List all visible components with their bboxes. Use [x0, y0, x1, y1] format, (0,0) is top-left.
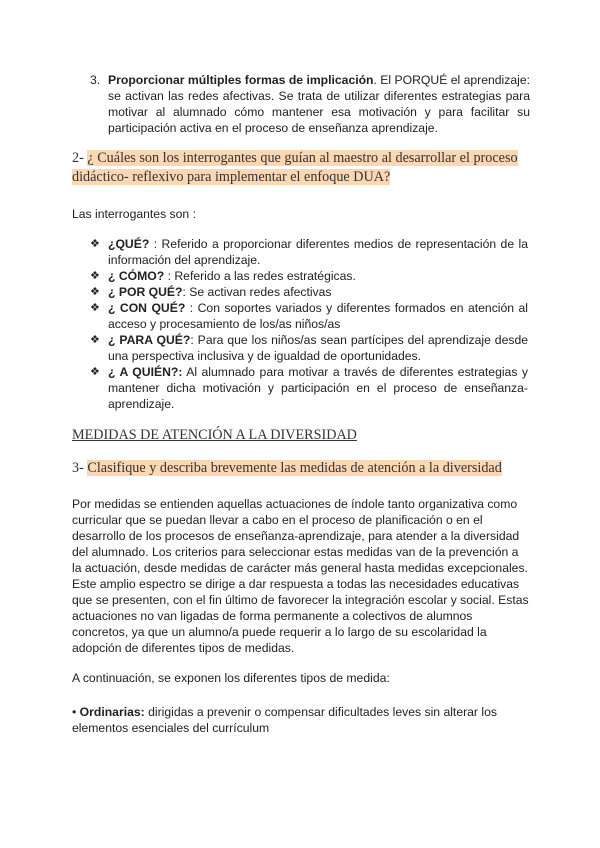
- question-desc: : Para que los niños/as sean partícipes del aprendizaje desde una perspectiva inclusiva y de igualdad de oportunidades.: [108, 333, 528, 363]
- question-term: ¿ CÓMO?: [108, 269, 165, 283]
- question-desc: : Se activan redes afectivas: [182, 285, 332, 299]
- list-item: [90, 300, 528, 332]
- body-paragraph: Por medidas se entienden aquellas actuaciones de índole tanto organizativa como curricular que se puedan llevar a cabo en el proceso de planificación o en el desarrollo de los procesos de enseñanza-aprendizaje, para atender a la diversidad del alumnado. Los criterios para seleccionar estas medidas van de la prevención a la actuación, desde medidas de carácter más general hasta medidas excepcionales. Este amplio espectro se dirige a dar respuesta a todas las necesidades educativas que se presenten, con el fin último de favorecer la integración escolar y social. Estas actuaciones no van ligadas de forma permanente a colectivos de alumnos concretos, ya que un alumno/a puede requerir a lo largo de su escolaridad la adopción de diferentes tipos de medidas.: [72, 497, 529, 655]
- list-item: [90, 332, 528, 364]
- question-term: ¿ POR QUÉ?: [108, 285, 183, 299]
- list-item: [90, 268, 528, 284]
- question-prefix: 3-: [72, 460, 88, 476]
- ordinarias-text: dirigidas a prevenir o compensar dificultades leves sin alterar los elementos esenciales del currículum: [72, 705, 497, 735]
- intro-text: Las interrogantes son :: [72, 207, 196, 221]
- question-item-text: [108, 332, 528, 364]
- diamond-bullet-icon: ❖: [90, 302, 100, 314]
- question-term: ¿ PARA QUÉ?: [108, 333, 191, 347]
- question-item-text: [108, 300, 528, 332]
- diamond-bullet-icon: ❖: [90, 270, 100, 282]
- section-title: MEDIDAS DE ATENCIÓN A LA DIVERSIDAD: [72, 427, 357, 443]
- question-term: ¿ A QUIÉN?:: [108, 365, 183, 379]
- list-number: 3.: [90, 73, 101, 87]
- question-desc: : Con soportes variados y diferentes formados en atención al acceso y procesamiento de los/as niños/as: [108, 301, 528, 331]
- body-paragraph-2: A continuación, se exponen los diferentes tipos de medida:: [72, 671, 390, 685]
- question-item-text: [108, 364, 528, 412]
- question-term: ¿ CON QUÉ?: [108, 301, 186, 315]
- diamond-bullet-icon: ❖: [90, 366, 100, 378]
- question-item-text: [108, 236, 528, 268]
- question-3: [72, 459, 532, 478]
- item-title: Proporcionar múltiples formas de implicación: [108, 73, 374, 87]
- diamond-bullet-icon: ❖: [90, 334, 100, 346]
- question-2: [72, 149, 532, 187]
- bullet-icon: •: [72, 705, 77, 719]
- questions-list: [90, 236, 528, 412]
- question-3-text: Clasifique y describa brevemente las medidas de atención a la diversidad: [87, 460, 502, 476]
- list-item-3: [108, 72, 530, 136]
- diamond-bullet-icon: ❖: [90, 286, 100, 298]
- question-desc: : Referido a proporcionar diferentes medios de representación de la información del aprendizaje.: [108, 237, 528, 267]
- question-item-text: [108, 284, 528, 300]
- diamond-bullet-icon: ❖: [90, 238, 100, 250]
- question-item-text: [108, 268, 528, 284]
- question-2-text: ¿ Cuáles son los interrogantes que guían al maestro al desarrollar el proceso didáctico- reflexivo para implementar el enfoque DUA?: [72, 150, 518, 185]
- list-item: [90, 364, 528, 412]
- question-desc: Al alumnado para motivar a través de diferentes estrategias y mantener dicha motivación y participación en el proceso de enseñanza-aprendizaje.: [108, 365, 528, 411]
- item-text: . El PORQUÉ el aprendizaje: se activan las redes afectivas. Se trata de utilizar diferentes estrategias para motivar al alumnado cómo mantener esa motivación y para facilitar su participación activa en el proceso de enseñanza aprendizaje.: [108, 73, 530, 135]
- ordinarias-term: Ordinarias:: [79, 705, 145, 719]
- list-item: [90, 236, 528, 268]
- list-item: [90, 284, 528, 300]
- question-prefix: 2-: [72, 150, 88, 166]
- question-term: ¿QUÉ?: [108, 237, 150, 251]
- ordinarias-item: [72, 704, 512, 736]
- question-desc: : Referido a las redes estratégicas.: [164, 269, 356, 283]
